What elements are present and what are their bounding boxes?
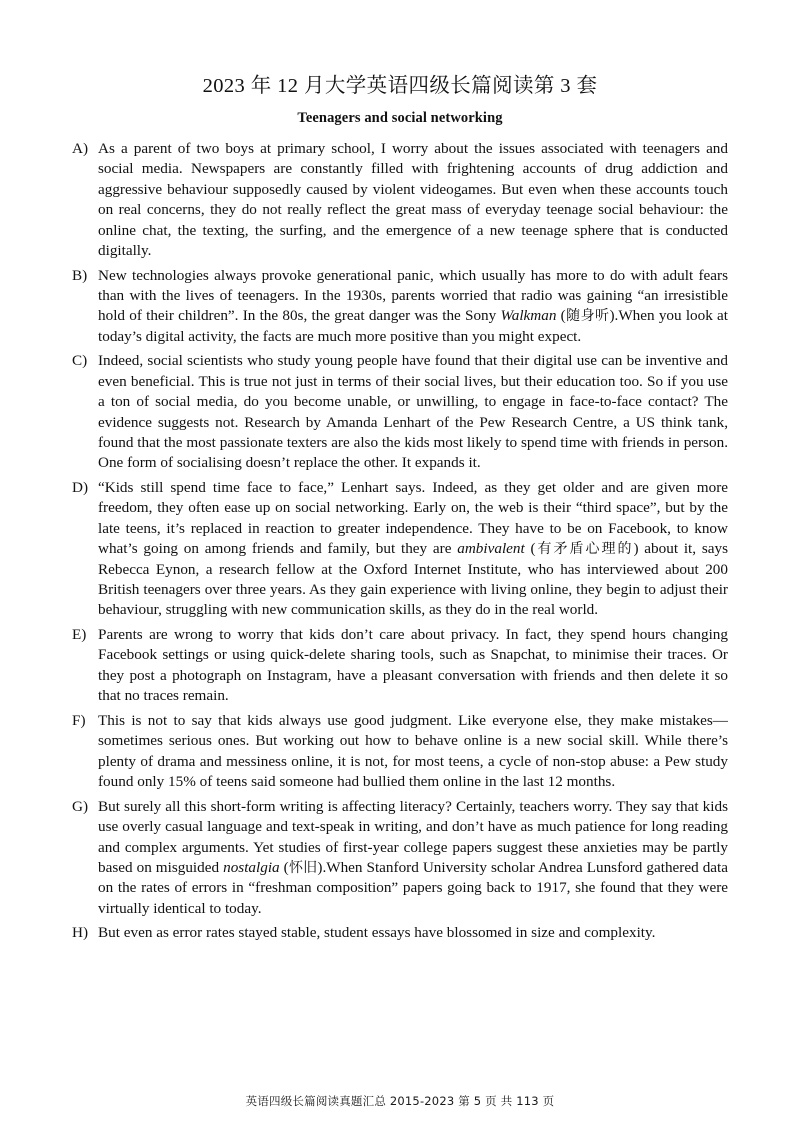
paragraph-g bbox=[72, 797, 728, 919]
gloss-open-paren: ( bbox=[524, 540, 536, 558]
paragraph-text-lead: New technologies always provoke generational panic, which usually has more to do with adult fears than with the lives of teenagers. In the 1930s, parents worried that radio was gaining “an irresistible hold of their children”. In the 80s, the great danger was the Sony bbox=[98, 266, 728, 325]
paragraph-text: Parents are wrong to worry that kids don’t care about privacy. In fact, they spend hours changing Facebook settings or using quick-delete sharing tools, such as Snapchat, to minimise their traces. Or they post a photograph on Instagram, have a pleasant conversation with friends and then delete it so that no traces remain. bbox=[98, 626, 728, 705]
paragraph-text: As a parent of two boys at primary school, I worry about the issues associated with teenagers and social media. Newspapers are constantly filled with frightening accounts of drug addiction and aggressive behaviour supposedly caused by violent videogames. But even when these accounts touch on real concerns, they do not really reflect the great mass of everyday teenage social behaviour: the online chat, the texting, the surfing, and the emergence of a new teenage sphere that is conducted digitally. bbox=[98, 139, 728, 260]
paragraph-text bbox=[98, 478, 728, 621]
page-footer: 英语四级长篇阅读真题汇总 2015-2023 第 5 页 共 113 页 bbox=[245, 1094, 555, 1109]
paragraph-text: This is not to say that kids always use good judgment. Like everyone else, they make mistakes—sometimes serious ones. But working out how to behave online is a new social skill. While there’s plenty of drama and messiness online, it is not, for most teens, a cycle of non-stop abuse: a Pew study found only 15% of teens said someone had bullied them online in the last 12 months. bbox=[98, 711, 728, 791]
paragraph-f bbox=[72, 711, 728, 793]
article-body bbox=[0, 127, 800, 944]
paragraph-marker: E) bbox=[72, 626, 87, 644]
paragraph-h bbox=[72, 923, 728, 943]
chinese-gloss: 怀旧 bbox=[288, 859, 318, 876]
paragraph-marker: D) bbox=[72, 479, 89, 497]
paragraph-text: Indeed, social scientists who study young people have found that their digital use can be inventive and even beneficial. This is true not just in terms of their social lives, but their education too. So if you use a ton of social media, do you become unable, or unwilling, to engage in face-to-face contact? The evidence suggests not. Research by Amanda Lenhart of the Pew Research Centre, a US think tank, found that the most passionate texters are also the kids most likely to spend time with friends in person. One form of socialising doesn’t replace the other. It expands it. bbox=[98, 352, 728, 472]
italic-term: nostalgia bbox=[223, 858, 280, 876]
paragraph-marker: G) bbox=[72, 797, 89, 815]
page-title: 2023 年 12 月大学英语四级长篇阅读第 3 套 bbox=[202, 75, 598, 97]
paragraph-a bbox=[72, 139, 728, 261]
paragraph-b bbox=[72, 266, 728, 348]
paragraph-text bbox=[98, 266, 728, 348]
gloss-open-paren: ( bbox=[556, 307, 566, 325]
italic-term: Walkman bbox=[500, 307, 557, 325]
paragraph-text-tail: about it, says Rebecca Eynon, a research fellow at the Oxford Internet Institute, who has interviewed about 200 British teenagers over three years. As they gain experience with living online, they begin to adjust their behaviour, struggling with new communication skills, as they do in the real world. bbox=[98, 540, 728, 619]
paragraph-text-lead: “Kids still spend time face to face,” Lenhart says. Indeed, as they get older and are given more freedom, they often ease up on social networking. Early on, the web is their “third space”, but by the late teens, it’s replaced in reaction to greater independence. They have to be on Facebook, to know what’s going on among friends and family, but they are bbox=[98, 479, 728, 558]
italic-term: ambivalent bbox=[457, 540, 525, 558]
gloss-open-paren: ( bbox=[279, 858, 289, 876]
paragraph-text: But even as error rates stayed stable, student essays have blossomed in size and complexity. bbox=[98, 924, 656, 942]
gloss-close-paren: ) bbox=[609, 307, 615, 325]
paragraph-marker: A) bbox=[72, 139, 89, 157]
paragraph-marker: B) bbox=[72, 266, 88, 284]
paragraph-marker: F) bbox=[72, 711, 86, 729]
chinese-gloss: 有矛盾心理的 bbox=[535, 541, 634, 558]
paragraph-text bbox=[98, 797, 728, 919]
paragraph-text-tail: .When Stanford University scholar Andrea Lunsford gathered data on the rates of errors in “freshman composition” papers going back to 1917, she found that they were virtually identical to today. bbox=[98, 858, 728, 917]
paragraph-c bbox=[72, 351, 728, 473]
article-subtitle: Teenagers and social networking bbox=[297, 109, 503, 126]
paragraph-text-lead: But surely all this short-form writing is affecting literacy? Certainly, teachers worry. They say that kids use overly casual language and text-speak in writing, and don’t have as much patience for long reading and complex arguments. Yet studies of first-year college papers suggest these anxieties may be partly based on misguided bbox=[98, 797, 728, 876]
paragraph-e bbox=[72, 625, 728, 707]
gloss-close-paren: ) bbox=[317, 858, 323, 876]
gloss-close-paren: ) bbox=[633, 540, 639, 558]
paragraph-d bbox=[72, 478, 728, 621]
paragraph-text-tail: .When you look at today’s digital activity, the facts are much more positive than you might expect. bbox=[98, 307, 729, 345]
paragraph-marker: H) bbox=[72, 924, 89, 942]
paragraph-marker: C) bbox=[72, 352, 88, 370]
chinese-gloss: 随身听 bbox=[565, 308, 610, 325]
